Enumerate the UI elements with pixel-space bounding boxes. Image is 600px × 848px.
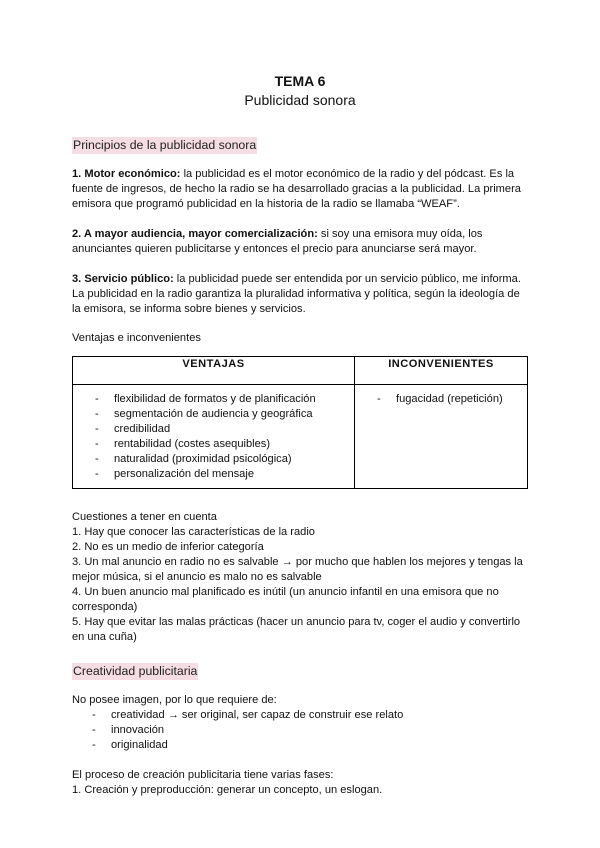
- principle-paragraph: [72, 272, 528, 317]
- list-item: - credibilidad: [95, 422, 350, 437]
- document-subtitle: Publicidad sonora: [244, 92, 356, 108]
- list-item: - creatividad → ser original, ser capaz de construir ese relato: [92, 708, 528, 723]
- principle-text: la publicidad es el motor económico de la radio y del pódcast. Es la fuente de ingresos, de hecho la radio se ha desarrollado gracias a la publicidad. La primera emisora que programó publicidad en la historia de la radio se llamaba “WEAF”.: [72, 168, 521, 210]
- list-item: - naturalidad (proximidad psicológica): [95, 452, 350, 467]
- document-title: TEMA 6: [274, 73, 326, 89]
- list-item: - innovación: [92, 723, 528, 738]
- principle-label: 1. Motor económico:: [72, 168, 181, 180]
- cuestiones-block: [72, 510, 528, 645]
- principle-label: 2. A mayor audiencia, mayor comercialización:: [72, 228, 318, 240]
- principle-paragraph: [72, 167, 528, 212]
- column-header-inconvenientes: INCONVENIENTES: [355, 357, 528, 385]
- cuestion-item: 4. Un buen anuncio mal planificado es inútil (un anuncio infantil en una emisora que no corresponda): [72, 586, 499, 613]
- inconvenientes-list: [377, 392, 523, 407]
- cuestiones-title: Cuestiones a tener en cuenta: [72, 511, 217, 523]
- ventajas-list: [95, 392, 350, 482]
- principle-text: si soy una emisora muy oída, los anunciantes quieren publicitarse y entonces el precio para anunciarse será mayor.: [72, 228, 483, 255]
- phases-intro: El proceso de creación publicitaria tiene varias fases:: [72, 769, 334, 781]
- list-item: - rentabilidad (costes asequibles): [95, 437, 350, 452]
- creatividad-intro: No posee imagen, por lo que requiere de:: [72, 694, 277, 706]
- cuestion-item: 2. No es un medio de inferior categoría: [72, 541, 264, 553]
- principle-text: la publicidad puede ser entendida por un servicio público, me informa. La publicidad en la radio garantiza la pluralidad informativa y política, según la ideología de la emisora, se informa sobre bienes y servicios.: [72, 273, 521, 315]
- list-item: - originalidad: [92, 738, 528, 753]
- principle-label: 3. Servicio público:: [72, 273, 174, 285]
- cuestion-item: 3. Un mal anuncio en radio no es salvable → por mucho que hablen los mejores y tengas la mejor música, si el anuncio es malo no es salvable: [72, 556, 523, 583]
- section-heading-creatividad: Creatividad publicitaria: [73, 664, 198, 678]
- list-item: - personalización del mensaje: [95, 467, 350, 482]
- inconvenientes-cell: [355, 385, 528, 489]
- document-page: [72, 72, 528, 798]
- column-header-ventajas: VENTAJAS: [73, 357, 355, 385]
- ventajas-cell: [73, 385, 355, 489]
- list-item: - fugacidad (repetición): [377, 392, 523, 407]
- table-row: [73, 385, 528, 489]
- section-heading-principios: Principios de la publicidad sonora: [73, 138, 257, 152]
- phase-item: 1. Creación y preproducción: generar un concepto, un eslogan.: [72, 784, 383, 796]
- cuestion-item: 5. Hay que evitar las malas prácticas (hacer un anuncio para tv, coger el audio y convertirlo en una cuña): [72, 616, 521, 643]
- principle-paragraph: [72, 227, 528, 257]
- requirements-list: [72, 708, 528, 753]
- list-item: - segmentación de audiencia y geográfica: [95, 407, 350, 422]
- cuestion-item: 1. Hay que conocer las características de la radio: [72, 526, 315, 538]
- table-header-row: [73, 357, 528, 385]
- list-item: - flexibilidad de formatos y de planificación: [95, 392, 350, 407]
- ventajas-table: [72, 356, 528, 489]
- subheading-ventajas: Ventajas e inconvenientes: [72, 332, 201, 344]
